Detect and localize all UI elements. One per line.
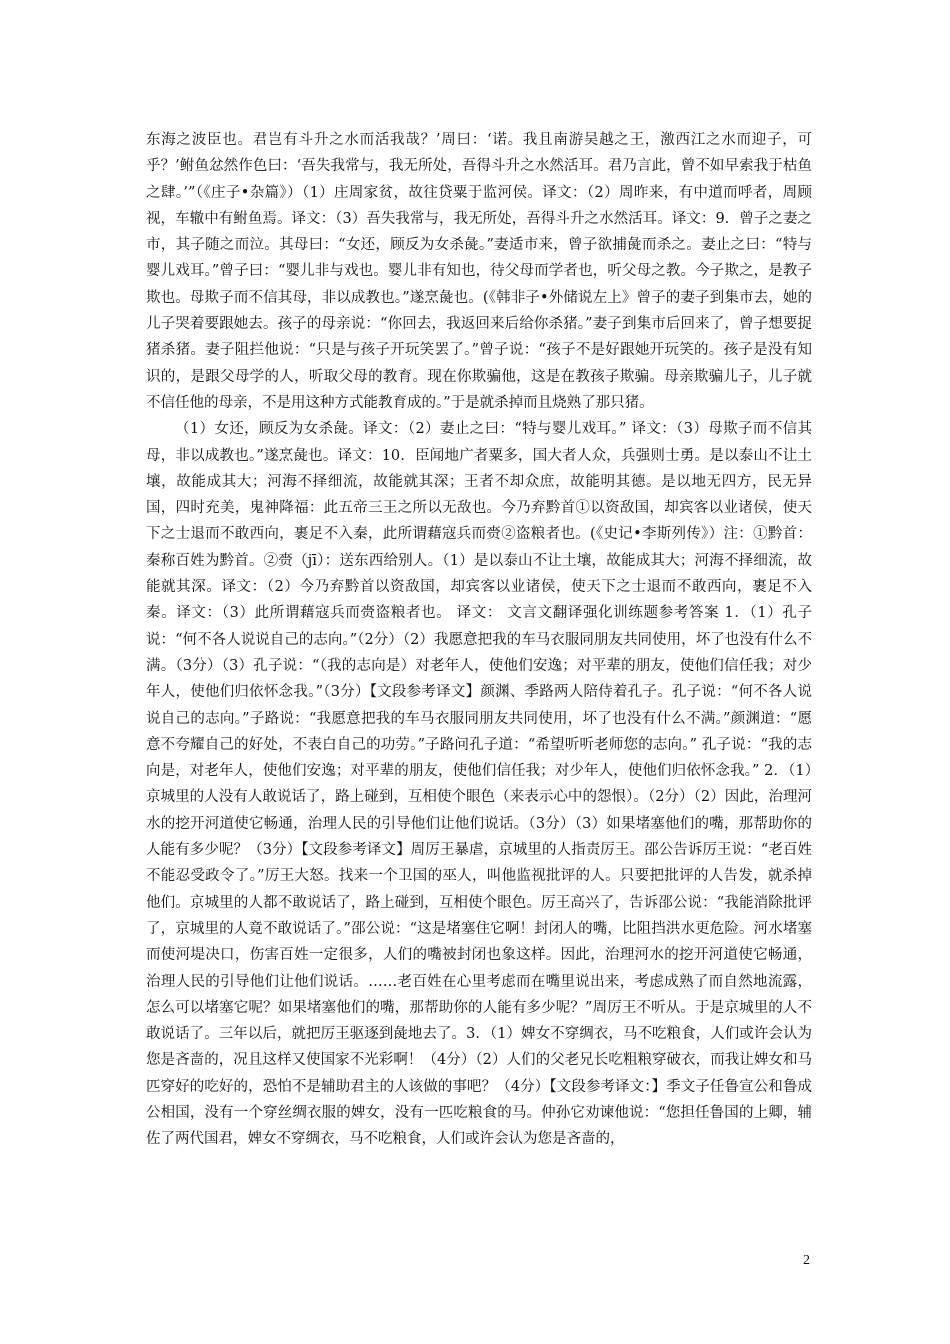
page-number: 2 bbox=[803, 1253, 810, 1268]
paragraph: （1）女还，顾反为女杀彘。译文：（2）妻止之曰：“特与婴儿戏耳。” 译文：（3）母欺子而不信其母，非以成教也。”遂烹彘也。译文：10．臣闻地广者粟多，国大者人众，兵强则士勇。是以泰山不让土壤，故能成其大；河海不择细流，故能就其深；王者不却众庶，故能明其德。是以地无四方，民无异国，四时充美，鬼神降福：此五帝三王之所以无敌也。今乃弃黔首①以资敌国，却宾客以业诸侯，使天下之士退而不敢西向，裹足不入秦，此所谓藉寇兵而赍②盗粮者也。(《史记•李斯列传》）注：①黔首：秦称百姓为黔首。②赍（jī）：送东西给别人。（1）是以泰山不让土壤，故能成其大；河海不择细流，故能就其深。译文：（2）今乃弃黔首以资敌国，却宾客以业诸侯，使天下之士退而不敢西向，裹足不入秦。译文：（3）此所谓藉寇兵而赍盗粮者也。 译文： 文言文翻译强化训练题参考答案 1．（1）孔子说：“何不各人说说自己的志向。”（2分）（2）我愿意把我的车马衣服同朋友共同使用，坏了也没有什么不满。（3分）（3）孔子说：“（我的志向是）对老年人，使他们安逸；对平辈的朋友，使他们信任我；对少年人，使他们归依怀念我。”（3分）【文段参考译文】颜渊、季路两人陪侍着孔子。孔子说：“何不各人说说自己的志向。”子路说：“我愿意把我的车马衣服同朋友共同使用，坏了也没有什么不满。”颜渊道：“愿意不夸耀自己的好处，不表白自己的功劳。”子路问孔子道：“希望听听老师您的志向。” 孔子说：“我的志向是，对老年人，使他们安逸；对平辈的朋友，使他们信任我；对少年人，使他们归依怀念我。” 2．（1）京城里的人没有人敢说话了，路上碰到，互相使个眼色（来表示心中的怨恨）。（2分）（2）因此，治理河水的挖开河道使它畅通，治理人民的引导他们让他们说话。（3分）（3）如果堵塞他们的嘴，那帮助你的人能有多少呢？（3分）【文段参考译文】周厉王暴虐，京城里的人指责厉王。邵公告诉厉王说：“老百姓不能忍受政令了。”厉王大怒。找来一个卫国的巫人，叫他监视批评的人。只要把批评的人告发，就杀掉他们。京城里的人都不敢说话了，路上碰到，互相使个眼色。厉王高兴了，告诉邵公说：“我能消除批评了，京城里的人竟不敢说话了。”邵公说：“这是堵塞住它啊！封闭人的嘴，比阻挡洪水更危险。河水堵塞而使河堤决口，伤害百姓一定很多，人们的嘴被封闭也象这样。因此，治理河水的挖开河道使它畅通，治理人民的引导他们让他们说话。……老百姓在心里考虑而在嘴里说出来，考虑成熟了而自然地流露，怎么可以堵塞它呢？如果堵塞他们的嘴，那帮助你的人能有多少呢？”周厉王不听从。于是京城里的人不敢说话了。三年以后，就把厉王驱逐到彘地去了。3．（1）婢女不穿绸衣，马不吃粮食，人们或许会认为您是吝啬的，况且这样又使国家不光彩啊！（4分）（2）人们的父老兄长吃粗粮穿破衣，而我让婢女和马匹穿好的吃好的，恐怕不是辅助君主的人该做的事吧？（4分）【文段参考译文：】季文子任鲁宣公和鲁成公相国，没有一个穿丝绸衣服的婢女，没有一匹吃粮食的马。仲孙它劝谏他说：“您担任鲁国的上卿，辅佐了两代国君，婢女不穿绸衣，马不吃粮食，人们或许会认为您是吝啬的， bbox=[146, 421, 812, 1148]
document-body bbox=[146, 127, 812, 1153]
paragraph: 东海之波臣也。君岂有斗升之水而活我哉？’周曰：‘诺。我且南游吴越之王，激西江之水而迎子，可乎？’鲋鱼忿然作色曰：‘吾失我常与，我无所处，吾得斗升之水然活耳。君乃言此，曾不如早索我于枯鱼之肆。’”（《庄子•杂篇》）（1）庄周家贫，故往贷粟于监河侯。译文：（2）周昨来，有中道而呼者，周顾视，车辙中有鲋鱼焉。译文：（3）吾失我常与，我无所处，吾得斗升之水然活耳。译文：9．曾子之妻之市，其子随之而泣。其母曰：“女还，顾反为女杀彘。”妻适市来，曾子欲捕彘而杀之。妻止之曰：“特与婴儿戏耳。”曾子曰：“婴儿非与戏也。婴儿非有知也，待父母而学者也，听父母之教。今子欺之，是教子欺也。母欺子而不信其母，非以成教也。”遂烹彘也。(《韩非子•外储说左上》曾子的妻子到集市去，她的儿子哭着要跟她去。孩子的母亲说：“你回去，我返回来后给你杀猪。”妻子到集市后回来了，曾子想要捉猪杀猪。妻子阻拦他说：“只是与孩子开玩笑罢了。”曾子说：“孩子不是好跟她开玩笑的。孩子是没有知识的，是跟父母学的人，听取父母的教育。现在你欺骗他，这是在教孩子欺骗。母亲欺骗儿子，儿子就不信任他的母亲，不是用这种方式能教育成的。”于是就杀掉而且烧熟了那只猪。 bbox=[146, 132, 812, 411]
